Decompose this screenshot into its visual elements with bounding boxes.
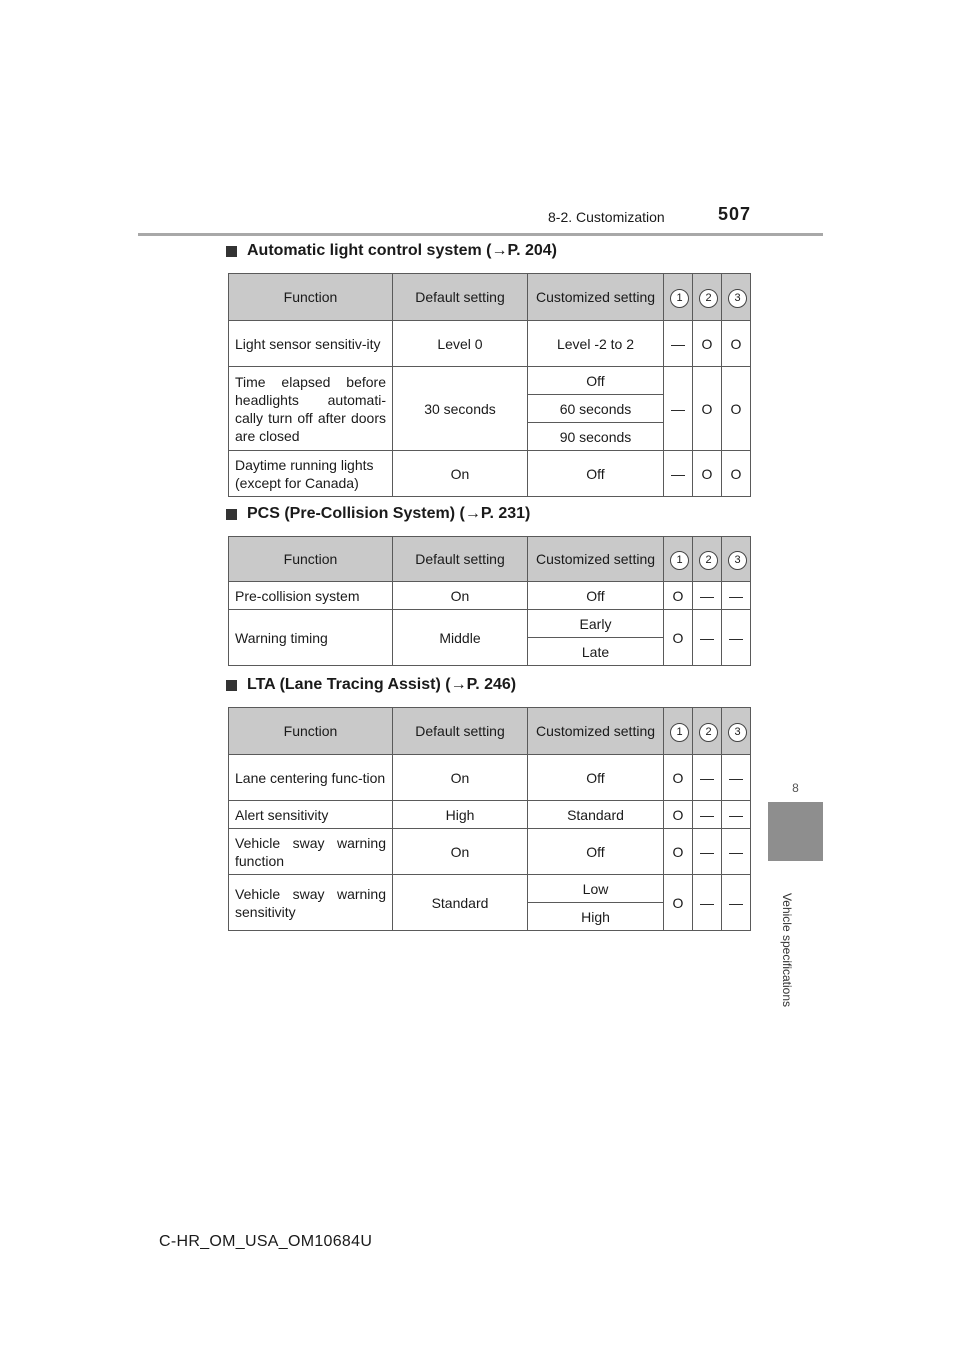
section-title-auto-light: Automatic light control system (→P. 204) <box>226 242 557 260</box>
section-title-lta: LTA (Lane Tracing Assist) (→P. 246) <box>226 676 516 694</box>
col-num-3: 3 <box>728 551 747 570</box>
col-customized: Customized setting <box>528 537 664 582</box>
bullet-square-icon <box>226 509 237 520</box>
side-tab-number: 8 <box>792 781 799 795</box>
col-customized: Customized setting <box>528 274 664 321</box>
table-row: Daytime running lights (except for Canada) On Off — O O <box>229 451 751 497</box>
col-customized: Customized setting <box>528 708 664 755</box>
table-header-row <box>229 708 751 755</box>
page-number: 507 <box>718 204 752 224</box>
bullet-square-icon <box>226 246 237 257</box>
col-num-2: 2 <box>699 551 718 570</box>
arrow-icon: → <box>464 505 481 522</box>
col-num-1: 1 <box>670 289 689 308</box>
table-row: Vehicle sway warning function On Off O — — <box>229 829 751 875</box>
table-row: Lane centering func-tion On Off O — — <box>229 755 751 801</box>
side-tab-label: Vehicle specifications <box>780 892 794 1008</box>
col-default: Default setting <box>393 708 528 755</box>
table-row: Light sensor sensitiv-ity Level 0 Level -2 to 2 — O O <box>229 321 751 367</box>
table-pcs: Function Default setting Customized setting 1 2 3 Pre-collision system On Off O — — Warning timing Middle Early O — — Late <box>228 536 751 666</box>
col-num-2: 2 <box>699 723 718 742</box>
col-function: Function <box>229 537 393 582</box>
col-num-2: 2 <box>699 289 718 308</box>
header-rule <box>138 233 823 236</box>
col-num-1: 1 <box>670 723 689 742</box>
table-row: Pre-collision system On Off O — — <box>229 582 751 610</box>
table-row: Warning timing Middle Early O — — <box>229 610 751 638</box>
side-tab <box>768 802 823 861</box>
header-section: 8-2. Customization <box>548 209 665 225</box>
arrow-icon: → <box>491 242 508 259</box>
bullet-square-icon <box>226 680 237 691</box>
col-num-3: 3 <box>728 723 747 742</box>
col-num-3: 3 <box>728 289 747 308</box>
table-lta: Function Default setting Customized setting 1 2 3 Lane centering func-tion On Off O — — Alert sensitivity High Standard O — — Vehicle sway warning function On Off O — — Vehicle sway warning sensitivity Standard Low O — — High <box>228 707 751 931</box>
col-default: Default setting <box>393 274 528 321</box>
table-row: Vehicle sway warning sensitivity Standard Low O — — <box>229 875 751 903</box>
section-title-pcs: PCS (Pre-Collision System) (→P. 231) <box>226 505 530 523</box>
table-header-row <box>229 274 751 321</box>
col-default: Default setting <box>393 537 528 582</box>
table-header-row <box>229 537 751 582</box>
col-function: Function <box>229 708 393 755</box>
table-row: Alert sensitivity High Standard O — — <box>229 801 751 829</box>
col-num-1: 1 <box>670 551 689 570</box>
arrow-icon: → <box>450 676 467 693</box>
col-function: Function <box>229 274 393 321</box>
table-auto-light: Function Default setting Customized setting 1 2 3 Light sensor sensitiv-ity Level 0 Level -2 to 2 — O O Time elapsed before headlights automati-cally turn off after doors are closed 30 seconds Off — O O 60 seconds 90 seconds Daytime running lights (except for Canada) On Off — O O <box>228 273 751 497</box>
table-row: Time elapsed before headlights automati-cally turn off after doors are closed 30 seconds Off — O O <box>229 367 751 395</box>
footer-code: C-HR_OM_USA_OM10684U <box>159 1233 373 1250</box>
